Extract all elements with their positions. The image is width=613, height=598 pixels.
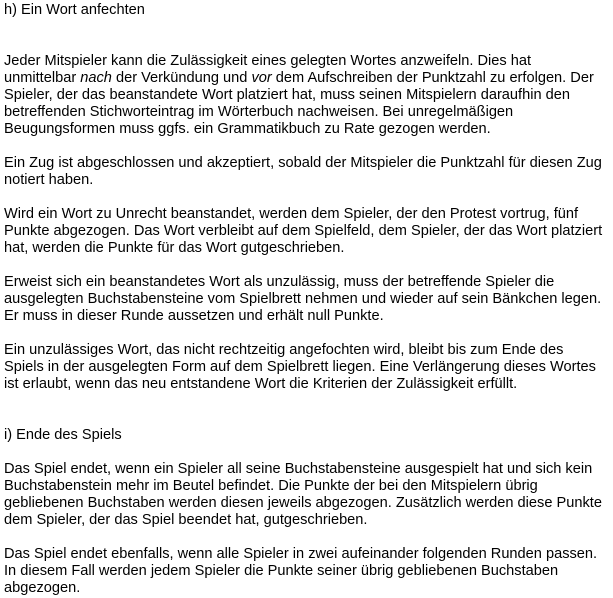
spacer [4,189,612,206]
text-line: Jeder Mitspieler kann die Zulässigkeit eines gelegten Wortes anzweifeln. Dies hat [4,53,531,69]
text-line: Ein Zug ist abgeschlossen und akzeptiert, sobald der Mitspieler die Punktzahl für diesen Zug [4,155,602,171]
spacer [4,36,612,53]
text-run: der Verkündung und [111,70,252,86]
spacer [4,138,612,155]
text-run: dem Aufschreiben der Punktzahl zu erfolgen. Der [271,70,594,86]
text-line: Erweist sich ein beanstandetes Wort als unzulässig, muss der betreffende Spieler die [4,274,555,290]
text-line: dem Spieler, der das Spiel beendet hat, gutgeschrieben. [4,512,368,528]
text-line: Spieler, der das beanstandete Wort platziert hat, muss seinen Mitspielern daraufhin den [4,87,570,103]
text-line: ausgelegten Buchstabensteine vom Spielbrett nehmen und wieder auf sein Bänkchen legen. [4,291,602,307]
text-line: Beugungsformen muss ggfs. ein Grammatikbuch zu Rate gezogen werden. [4,121,491,137]
text-line: Das Spiel endet, wenn ein Spieler all seine Buchstabensteine ausgespielt hat und sich kein [4,461,593,477]
text-line: Spiels in der ausgelegten Form auf dem Spielbrett liegen. Eine Verlängerung dieses Wortes [4,359,596,375]
text-line: Buchstabenstein mehr im Beutel befindet. Die Punkte der bei den Mitspielern übrig [4,478,538,494]
text-line: Er muss in dieser Runde aussetzen und erhält null Punkte. [4,308,384,324]
emphasis-vor: vor [251,70,272,86]
spacer [4,325,612,342]
section-h-paragraph-1 [4,53,612,138]
text-line: notiert haben. [4,172,94,188]
text-line: betreffenden Stichworteintrag im Wörterbuch nachweisen. Bei unregelmäßigen [4,104,514,120]
spacer [4,19,612,36]
section-i-paragraph-1 [4,461,612,529]
text-line: abgezogen. [4,580,81,596]
section-i-paragraph-2 [4,546,612,597]
text-line: Punkte abgezogen. Das Wort verbleibt auf dem Spielfeld, dem Spieler, der das Wort platziert [4,223,603,239]
spacer [4,257,612,274]
document-page [4,0,612,597]
section-h-paragraph-2 [4,155,612,189]
section-h-paragraph-5 [4,342,612,393]
spacer [4,393,612,410]
text-line: Das Spiel endet ebenfalls, wenn alle Spieler in zwei aufeinander folgenden Runden passen. [4,546,598,562]
text-line [4,70,612,87]
spacer [4,444,612,461]
section-i-heading: i) Ende des Spiels [4,427,122,443]
section-h-paragraph-4 [4,274,612,325]
text-line: hat, werden die Punkte für das Wort gutgeschrieben. [4,240,345,256]
section-h-paragraph-3 [4,206,612,257]
text-line: ist erlaubt, wenn das neu entstandene Wort die Kriterien der Zulässigkeit erfüllt. [4,376,518,392]
text-line: gebliebenen Buchstaben werden diesen jeweils abgezogen. Zusätzlich werden diese Punkte [4,495,602,511]
section-h-heading: h) Ein Wort anfechten [4,2,145,18]
text-line: Wird ein Wort zu Unrecht beanstandet, werden dem Spieler, der den Protest vortrug, fünf [4,206,579,222]
text-line: In diesem Fall werden jedem Spieler die Punkte seiner übrig gebliebenen Buchstaben [4,563,559,579]
spacer [4,410,612,427]
spacer [4,529,612,546]
text-line: Ein unzulässiges Wort, das nicht rechtzeitig angefochten wird, bleibt bis zum Ende des [4,342,564,358]
emphasis-nach: nach [80,70,112,86]
text-run: unmittelbar [4,70,81,86]
